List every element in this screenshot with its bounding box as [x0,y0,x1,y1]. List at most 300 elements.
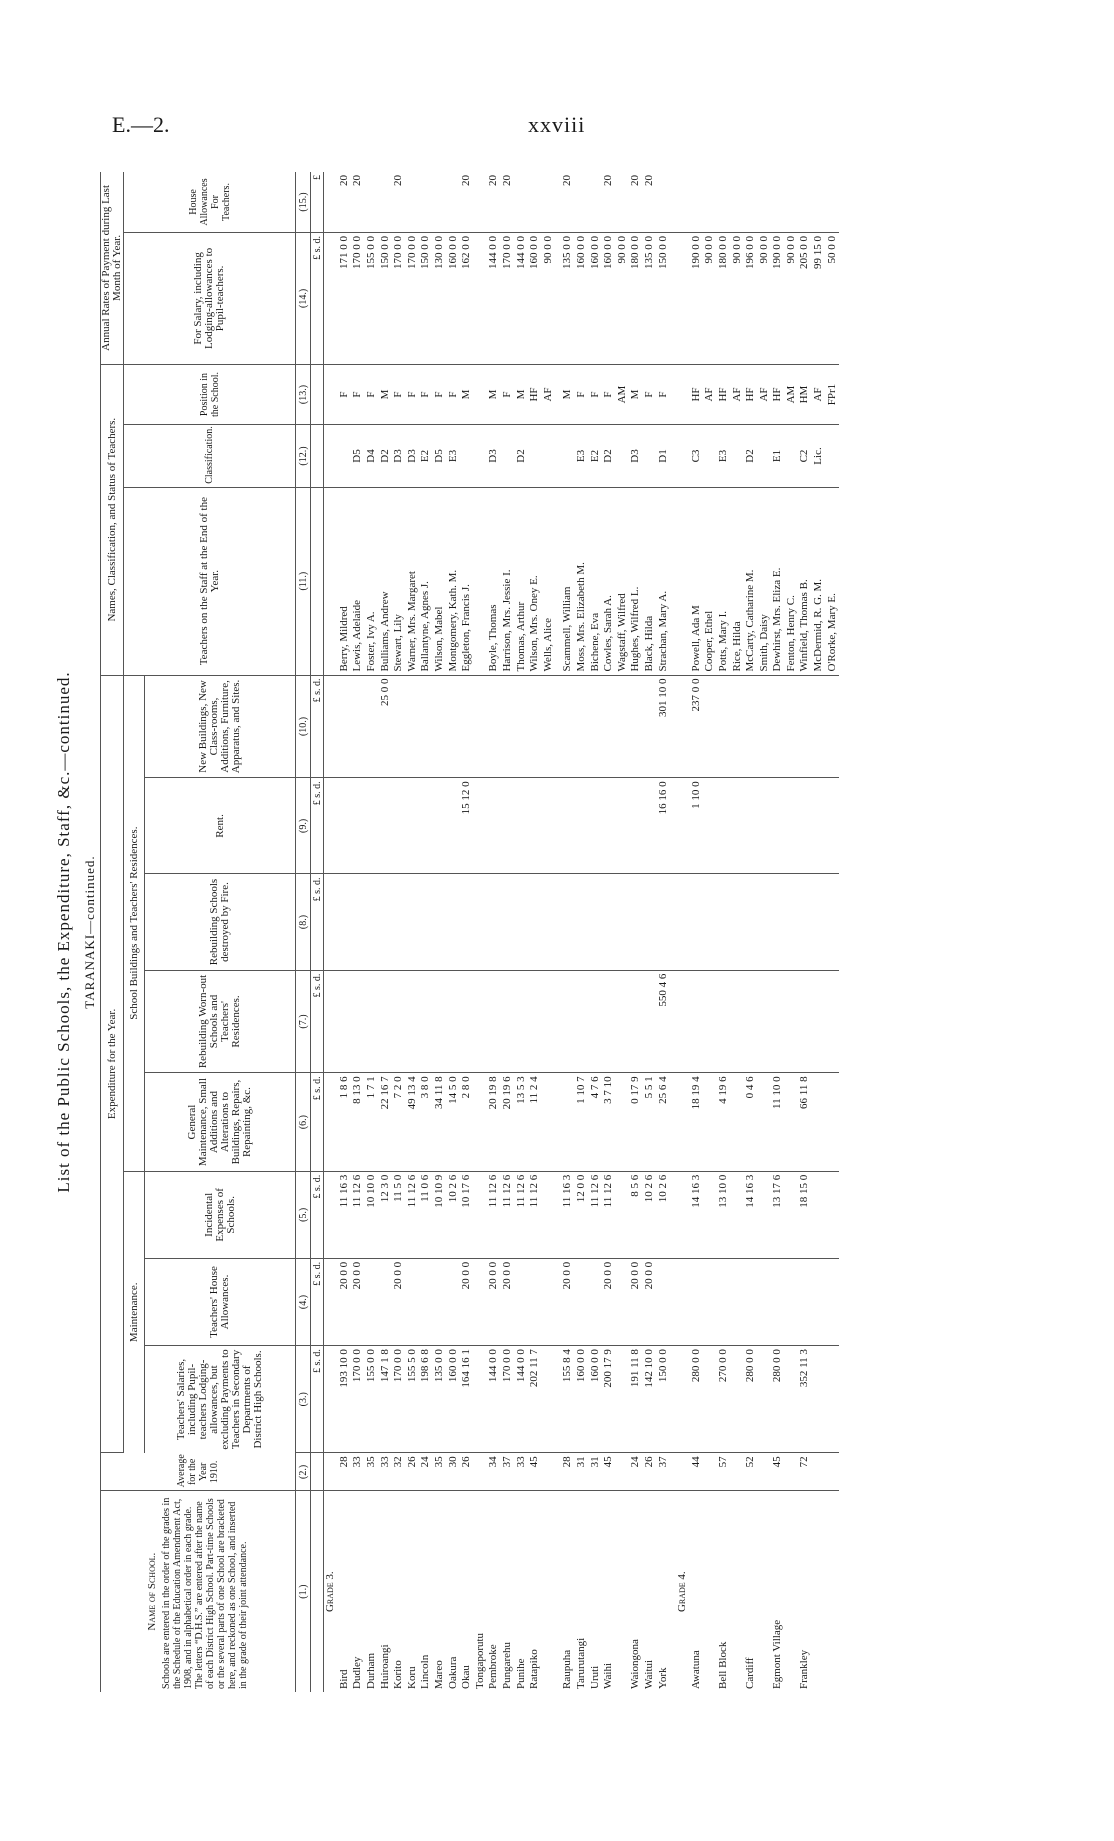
teacher-name: Rice, Hilda [730,487,744,675]
position: F [351,364,365,424]
position: F [588,364,602,424]
rebuilding-worn-out [561,970,575,1073]
rent [487,778,501,874]
rebuilding-fire [419,874,433,970]
classification: D5 [433,425,447,488]
average-attendance [474,1453,488,1491]
column-number-9: (9.) [296,778,311,874]
house-allowances [514,1258,528,1345]
house-allowance-rate [785,172,799,232]
table-row [419,172,433,1692]
new-buildings [406,675,420,778]
table-row [378,172,392,1692]
rebuilding-worn-out [338,970,352,1073]
column-number-6: (6.) [296,1073,311,1171]
salary-rate: 90 0 0 [785,232,799,364]
house-allowances [542,1258,556,1345]
buildings-header: School Buildings and Teachers' Residences. [124,675,145,1171]
table-row [514,172,528,1692]
average-attendance: 37 [501,1453,515,1491]
rates-header: Annual Rates of Payment during Last Month of Year. [101,172,124,364]
classification: D2 [602,425,616,488]
rebuilding-worn-out [744,970,758,1073]
salary-rate: 90 0 0 [703,232,717,364]
table-row [629,172,643,1692]
salary-rate: 144 0 0 [514,232,528,364]
incidental-expenses [757,1171,771,1258]
grade-row [676,172,690,1692]
unit-row [311,172,324,1692]
new-buildings [474,675,488,778]
rebuilding-worn-out [771,970,785,1073]
table-row [717,172,731,1692]
empty-cell [324,1171,338,1258]
school-name: Okau [460,1665,473,1689]
general-maintenance [825,1073,839,1171]
average-attendance: 52 [744,1453,758,1491]
rebuilding-fire [812,874,826,970]
grade-row [324,172,338,1692]
general-maintenance: 8 13 0 [351,1073,365,1171]
salary-rate: 180 0 0 [629,232,643,364]
rebuilding-worn-out [629,970,643,1073]
rent: 1 10 0 [689,778,703,874]
incidental-expenses [615,1171,629,1258]
classification: D3 [629,425,643,488]
salary-rate: 150 0 0 [656,232,670,364]
house-allowances [717,1258,731,1345]
general-maintenance: 1 7 1 [365,1073,379,1171]
general-maintenance: 0 17 9 [629,1073,643,1171]
table-row [474,172,488,1692]
classification: D2 [744,425,758,488]
school-name [542,1491,556,1692]
rent [717,778,731,874]
teacher-name: Wells, Alice [542,487,556,675]
column-number-11: (11.) [296,487,311,675]
rebuilding-fire [406,874,420,970]
column-number-2: (2.) [296,1453,311,1491]
average-attendance [703,1453,717,1491]
incidental-expenses [785,1171,799,1258]
position: F [656,364,670,424]
teachers-salaries: 193 10 0 [338,1346,352,1453]
rent [561,778,575,874]
position [474,364,488,424]
rebuilding-fire [615,874,629,970]
table-row [785,172,799,1692]
salary-rate: 170 0 0 [351,232,365,364]
rent: 15 12 0 [460,778,474,874]
teacher-name: Boyle, Thomas [487,487,501,675]
table-row [730,172,744,1692]
house-allowance-rate: 20 [487,172,501,232]
salary-rate: 150 0 0 [378,232,392,364]
column-number-10: (10.) [296,675,311,778]
school-name: Waihi [602,1663,615,1689]
teachers-salaries: 198 6 8 [419,1346,433,1453]
position: HF [528,364,542,424]
incidental-expenses [812,1171,826,1258]
rent: 16 16 0 [656,778,670,874]
salary-rate: 150 0 0 [419,232,433,364]
teacher-name: Lewis, Adelaide [351,487,365,675]
classification: D3 [487,425,501,488]
table-row [392,172,406,1692]
rebuilding-worn-out [575,970,589,1073]
expenditure-header: Expenditure for the Year. [101,675,124,1453]
average-attendance [542,1453,556,1491]
new-buildings [629,675,643,778]
empty-cell [676,970,690,1073]
rebuilding-worn-out [785,970,799,1073]
house-allowances [419,1258,433,1345]
teacher-name: Potts, Mary I. [717,487,731,675]
teacher-name: McCarty, Catharine M. [744,487,758,675]
incidental-expenses: 11 12 6 [406,1171,420,1258]
school-name: Pungarehu [501,1641,514,1689]
rent [615,778,629,874]
table-row [588,172,602,1692]
incidental-expenses [703,1171,717,1258]
teacher-name: Montgomery, Kath. M. [446,487,460,675]
classification: E3 [575,425,589,488]
average-attendance: 57 [717,1453,731,1491]
house-allowance-rate [812,172,826,232]
column-number-1: (1.) [296,1491,311,1692]
column-number-8: (8.) [296,874,311,970]
position: F [446,364,460,424]
rent [757,778,771,874]
empty-cell [324,1346,338,1453]
empty-cell [324,874,338,970]
house-allowances [744,1258,758,1345]
general-maintenance: 3 7 10 [602,1073,616,1171]
house-allowance-rate: 20 [460,172,474,232]
table-row [433,172,447,1692]
house-allowance-rate [542,172,556,232]
salary-rate [474,232,488,364]
general-maintenance: 2 8 0 [460,1073,474,1171]
classification: D3 [406,425,420,488]
house-allowance-rate [419,172,433,232]
teacher-name: Wagstaff, Wilfred [615,487,629,675]
new-buildings [575,675,589,778]
new-buildings [460,675,474,778]
table-row [446,172,460,1692]
teacher-name: Cooper, Ethel [703,487,717,675]
position: HF [771,364,785,424]
average-attendance [730,1453,744,1491]
position: HF [744,364,758,424]
teachers-salaries: 147 1 8 [378,1346,392,1453]
empty-cell [676,1453,690,1491]
teachers-salaries: 144 0 0 [514,1346,528,1453]
new-buildings [501,675,515,778]
column-number-13: (13.) [296,364,311,424]
empty-cell [676,232,690,364]
rebuilding-worn-out [730,970,744,1073]
classification [338,425,352,488]
school-name: Oakura [446,1656,459,1689]
rent [514,778,528,874]
table-body [324,172,839,1692]
incidental-expenses: 11 12 6 [351,1171,365,1258]
position: AF [542,364,556,424]
teacher-name: Thomas, Arthur [514,487,528,675]
incidental-expenses: 10 17 6 [460,1171,474,1258]
rebuilding-fire [602,874,616,970]
teacher-name: Winfield, Thomas B. [798,487,812,675]
rent [406,778,420,874]
general-maintenance: 5 5 1 [643,1073,657,1171]
salary-rate: 99 15 0 [812,232,826,364]
house-allowances [757,1258,771,1345]
column-number-3: (3.) [296,1346,311,1453]
salary-rate: 160 0 0 [446,232,460,364]
new-buildings [771,675,785,778]
empty-cell [324,232,338,364]
column-number-5: (5.) [296,1171,311,1258]
house-allowances: 20 0 0 [460,1258,474,1345]
house-allowance-rate [365,172,379,232]
general-maintenance [730,1073,744,1171]
rebuilding-fire [785,874,799,970]
house-allowances: 20 0 0 [561,1258,575,1345]
maintenance-header: Maintenance. [124,1171,145,1453]
rebuilding-worn-out [615,970,629,1073]
new-buildings [351,675,365,778]
rebuilding-fire [501,874,515,970]
salary-rate: 190 0 0 [771,232,785,364]
position: F [365,364,379,424]
salary-rate-header: For Salary, including Lodging-allowances to Pupil-teachers. [124,232,296,364]
empty-cell [324,172,338,232]
table-row [338,172,352,1692]
table-row [406,172,420,1692]
school-name [757,1491,771,1692]
classification [825,425,839,488]
column-number-15: (15.) [296,172,311,232]
school-name: Bell Block [716,1641,729,1689]
rebuilding-worn-out: 550 4 6 [656,970,670,1073]
house-allowance-rate [433,172,447,232]
position-header: Position in the School. [124,364,296,424]
empty-cell [676,778,690,874]
school-name: Bird [337,1669,350,1689]
new-buildings-header: New Buildings, New Class-rooms, Additions, Furniture, Apparatus, and Sites. [145,675,296,778]
rent [528,778,542,874]
incidental-expenses: 14 16 3 [689,1171,703,1258]
position: M [561,364,575,424]
rent [588,778,602,874]
teacher-name: O'Rorke, Mary E. [825,487,839,675]
teachers-salaries: 170 0 0 [392,1346,406,1453]
general-maintenance [561,1073,575,1171]
rebuilding-fire [771,874,785,970]
salary-rate: 160 0 0 [602,232,616,364]
incidental-expenses: 11 12 6 [501,1171,515,1258]
house-allowance-rate: 20 [561,172,575,232]
rent [785,778,799,874]
house-allowances [812,1258,826,1345]
new-buildings [703,675,717,778]
table-row [656,172,670,1692]
empty-cell [676,1346,690,1453]
incidental-expenses: 14 16 3 [744,1171,758,1258]
table-row [825,172,839,1692]
teacher-name: Berry, Mildred [338,487,352,675]
house-allowances: 20 0 0 [501,1258,515,1345]
unit-cell-6: £ s. d. [311,1073,324,1171]
teacher-name: Fenton, Henry C. [785,487,799,675]
classification [703,425,717,488]
house-allowances: 20 0 0 [351,1258,365,1345]
teachers-salaries: 150 0 0 [656,1346,670,1453]
rebuilding-fire [378,874,392,970]
new-buildings [419,675,433,778]
incidental-expenses: 8 5 6 [629,1171,643,1258]
new-buildings [528,675,542,778]
empty-cell [324,364,338,424]
table-row [703,172,717,1692]
rebuilding-worn-out [757,970,771,1073]
salaries-header: Teachers' Salaries, including Pupil-teachers Lodging-allowances, but excluding Payments to Teachers in Secondary Departments of District High Schools. [145,1346,296,1453]
salary-rate: 196 0 0 [744,232,758,364]
rebuilding-fire [528,874,542,970]
rebuilding-worn-out [528,970,542,1073]
general-maintenance: 7 2 0 [392,1073,406,1171]
rent [730,778,744,874]
rebuilding-fire [561,874,575,970]
page-title: List of the Public Schools, the Expenditure, Staff, &c.—continued. [54,671,73,1193]
teacher-name: Stewart, Lily [392,487,406,675]
rebuilding-fire [460,874,474,970]
rebuilding-fire [757,874,771,970]
general-maintenance: 13 5 3 [514,1073,528,1171]
incidental-expenses: 10 10 0 [365,1171,379,1258]
school-name: Ratapiko [528,1649,541,1689]
empty-cell [324,970,338,1073]
rent [501,778,515,874]
classification: D3 [392,425,406,488]
rebuilding-worn-out [717,970,731,1073]
table-row [615,172,629,1692]
house-allowances [730,1258,744,1345]
empty-cell [324,1258,338,1345]
house-allowance-rate-header: House Allowances For Teachers. [124,172,296,232]
teachers-salaries: 280 0 0 [689,1346,703,1453]
average-attendance: 72 [798,1453,812,1491]
rebuilding-worn-out [514,970,528,1073]
incidental-expenses: 11 12 6 [487,1171,501,1258]
house-allowance-rate: 20 [351,172,365,232]
school-name: Waitui [642,1659,655,1689]
empty-cell [324,778,338,874]
classification [615,425,629,488]
new-buildings [433,675,447,778]
position: AF [812,364,826,424]
rent [798,778,812,874]
teachers-salaries: 191 11 8 [629,1346,643,1453]
house-allowance-rate [730,172,744,232]
position: M [514,364,528,424]
incidental-expenses: 11 12 6 [588,1171,602,1258]
average-attendance: 26 [460,1453,474,1491]
average-attendance: 33 [351,1453,365,1491]
classification [501,425,515,488]
position: HM [798,364,812,424]
position: F [406,364,420,424]
incidental-header: Incidental Expenses of Schools. [145,1171,296,1258]
rent [744,778,758,874]
rebuilding-worn-out [446,970,460,1073]
average-attendance: 35 [433,1453,447,1491]
house-allowances [575,1258,589,1345]
rebuilding-worn-out [378,970,392,1073]
staff-header: Names, Classification, and Status of Teachers. [101,364,124,675]
table-row [487,172,501,1692]
rebuilding-worn-out [689,970,703,1073]
table-row [528,172,542,1692]
house-allowances [771,1258,785,1345]
new-buildings [798,675,812,778]
average-attendance: 30 [446,1453,460,1491]
average-attendance: 31 [588,1453,602,1491]
house-allowances [365,1258,379,1345]
rent [433,778,447,874]
rebuilding-worn-out [460,970,474,1073]
school-name [825,1491,839,1692]
rebuilding-fire [588,874,602,970]
house-allowance-rate: 20 [501,172,515,232]
teachers-header: Teachers on the Staff at the End of the Year. [124,487,296,675]
new-buildings: 237 0 0 [689,675,703,778]
teachers-salaries: 280 0 0 [771,1346,785,1453]
incidental-expenses: 10 10 9 [433,1171,447,1258]
page-reference: E.—2. [112,112,170,137]
teachers-salaries: 135 0 0 [433,1346,447,1453]
rebuilding-fire [338,874,352,970]
incidental-expenses: 11 12 6 [528,1171,542,1258]
rebuilding-worn-out [825,970,839,1073]
classification: D2 [378,425,392,488]
teacher-name: Scammell, William [561,487,575,675]
table-row [744,172,758,1692]
rent [338,778,352,874]
teachers-salaries: 155 8 4 [561,1346,575,1453]
new-buildings [602,675,616,778]
empty-cell [676,425,690,488]
average-attendance: 37 [656,1453,670,1491]
rebuilding-worn-out [433,970,447,1073]
teachers-salaries: 170 0 0 [501,1346,515,1453]
unit-cell-10: £ s. d. [311,675,324,778]
school-name: Uruti [588,1665,601,1689]
rebuilding-worn-out [419,970,433,1073]
school-name: Korito [392,1660,405,1689]
page-number: xxviii [528,112,586,137]
general-maintenance: 49 13 4 [406,1073,420,1171]
classification [757,425,771,488]
column-number-7: (7.) [296,970,311,1073]
house-allowances [406,1258,420,1345]
classification [474,425,488,488]
grade-label: Grade 4. [676,1571,689,1613]
incidental-expenses: 10 2 6 [643,1171,657,1258]
classification: C2 [798,425,812,488]
salary-rate: 130 0 0 [433,232,447,364]
